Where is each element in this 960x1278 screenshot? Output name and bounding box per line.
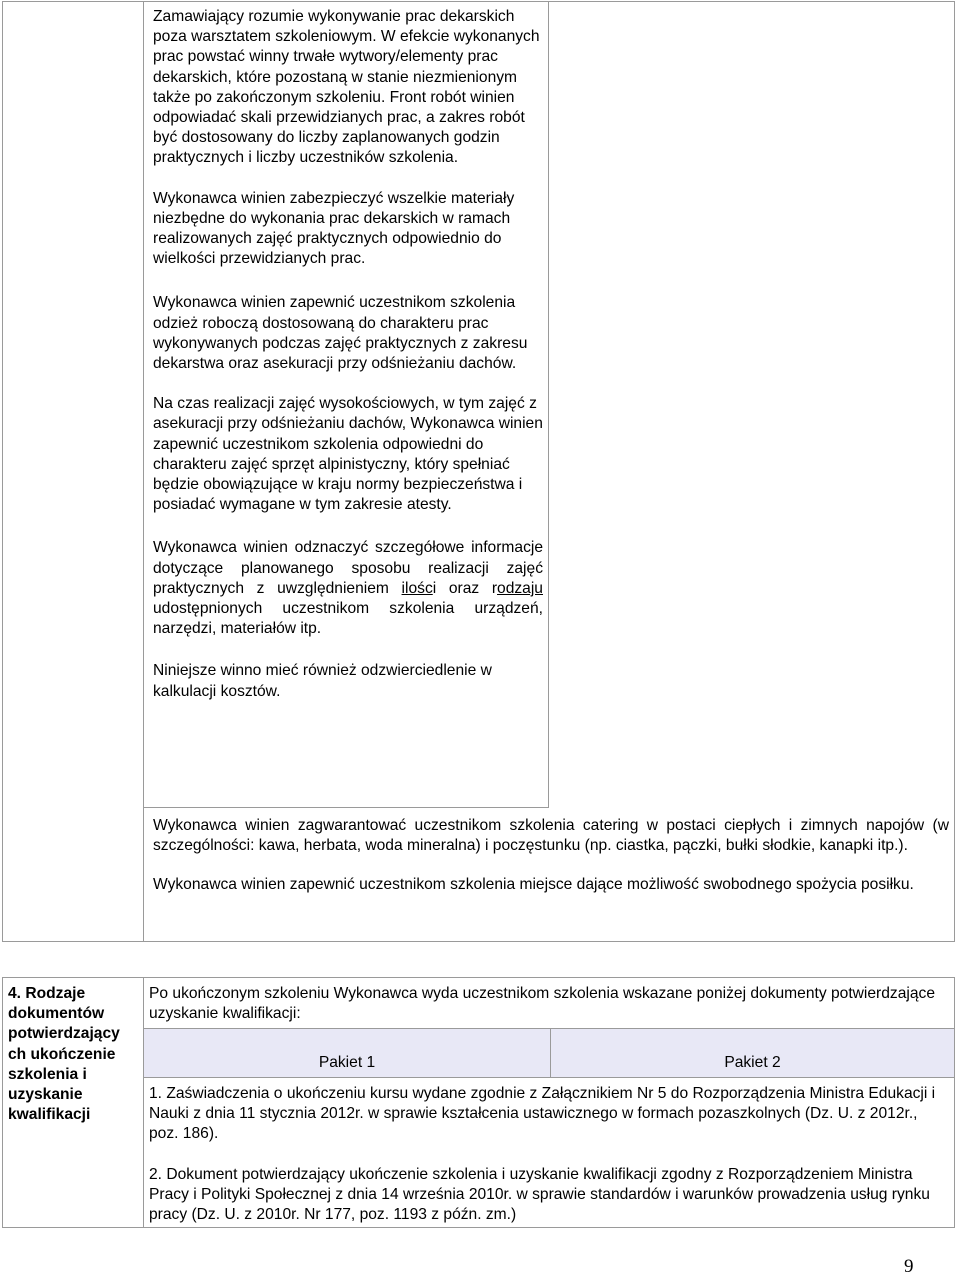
page-number: 9 (904, 1256, 914, 1277)
document-1: 1. Zaświadczenia o ukończeniu kursu wydane zgodnie z Załącznikiem Nr 5 do Rozporządzenia Ministra Edukacji i Nauki z dnia 11 stycznia 2012r. w sprawie kształcenia ustawicznego w formach pozaszkolnych (Dz. U. z 2012r., poz. 186). (149, 1085, 936, 1143)
paragraph-workwear: Wykonawca winien zapewnić uczestnikom szkolenia odzież roboczą dostosowaną do charakteru prac wykonywanych podczas zajęć praktycznych z zakresu dekarstwa oraz asekuracji przy odśnieżaniu dachów. (153, 294, 528, 373)
pakiet-1-header (143, 1028, 551, 1078)
paragraph-calculation: Niniejsze winno mieć również odzwierciedlenie w kalkulacji kosztów. (153, 662, 492, 700)
pakiet-2-label: Pakiet 2 (724, 1054, 781, 1071)
top-table-left-column-border (2, 1, 144, 942)
paragraph-work-scope: Zamawiający rozumie wykonywanie prac dekarskich poza warsztatem szkoleniowym. W efekcie wykonanych prac powstać winny trwałe wytwory/elementy prac dekarskich, które pozostaną w stanie niezmienionym także po zakończonym szkoleniu. Front robót winien odpowiadać skali przewidzianych prac, a zakres robót być dostosowany do liczby zaplanowanych godzin praktycznych i liczby uczestników szkolenia. (153, 8, 540, 167)
paragraph-detailed-info (153, 538, 543, 639)
section4-label (8, 984, 138, 1125)
section4-intro (149, 984, 949, 1024)
paragraph-meal-place: Wykonawca winien zapewnić uczestnikom szkolenia miejsce dające możliwość swobodnego spożycia posiłku. (153, 876, 914, 894)
wide-content-area (153, 816, 949, 896)
detailed-info-text-a: Wykonawca winien odznaczyć szczegółowe informacje dotyczące planowanego sposobu realizacji zajęć praktycznych z uwzględnieniem (153, 539, 543, 597)
paragraph-catering: Wykonawca winien zagwarantować uczestnikom szkolenia catering w postaci ciepłych i zimnych napojów (w szczególności: kawa, herbata, woda mineralna) i poczęstunku (np. ciastka, pączki, bułki słodkie, kanapki itp.). (153, 817, 949, 855)
ilosci-underlined: ilośc (401, 579, 433, 597)
pakiet-1-label: Pakiet 1 (318, 1054, 376, 1071)
section4-documents (149, 1084, 949, 1225)
narrow-content-column (153, 7, 543, 702)
paragraph-materials: Wykonawca winien zabezpieczyć wszelkie materiały niezbędne do wykonania prac dekarskich w ramach realizowanych zajęć praktycznych odpowiednio do wielkości przewidzianych prac. (153, 189, 515, 268)
section4-number: 4. (8, 985, 22, 1002)
pakiet-2-header (550, 1028, 955, 1078)
section4-title: Rodzaje dokumentów potwierdzający ch ukończenie szkolenia i uzyskanie kwalifikacji (8, 985, 120, 1124)
detailed-info-text-c: udostępnionych uczestnikom szkolenia urządzeń, narzędzi, materiałów itp. (153, 600, 543, 638)
document-2: 2. Dokument potwierdzający ukończenie szkolenia i uzyskanie kwalifikacji zgodny z Rozporządzeniem Ministra Pracy i Polityki Społecznej z dnia 14 września 2010r. w sprawie standardów i warunków prowadzenia usług rynku pracy (Dz. U. z 2010r. Nr 177, poz. 1193 z późn. zm.) (149, 1165, 930, 1224)
detailed-info-text-b: i oraz r (432, 579, 498, 597)
rodzaju-underlined: odzaju (497, 579, 543, 597)
paragraph-alpine-equipment: Na czas realizacji zajęć wysokościowych, w tym zajęć z asekuracji przy odśnieżaniu dachów, Wykonawca winien zapewnić uczestnikom szkolenia odpowiedni do charakteru zajęć sprzęt alpinistyczny, który spełniać będzie obowiązujące w kraju normy bezpieczeństwa i posiadać wymagane w tym zakresie atesty. (153, 395, 543, 514)
section4-intro-text: Po ukończonym szkoleniu Wykonawca wyda uczestnikom szkolenia wskazane poniżej dokumenty potwierdzające uzyskanie kwalifikacji: (149, 985, 935, 1023)
